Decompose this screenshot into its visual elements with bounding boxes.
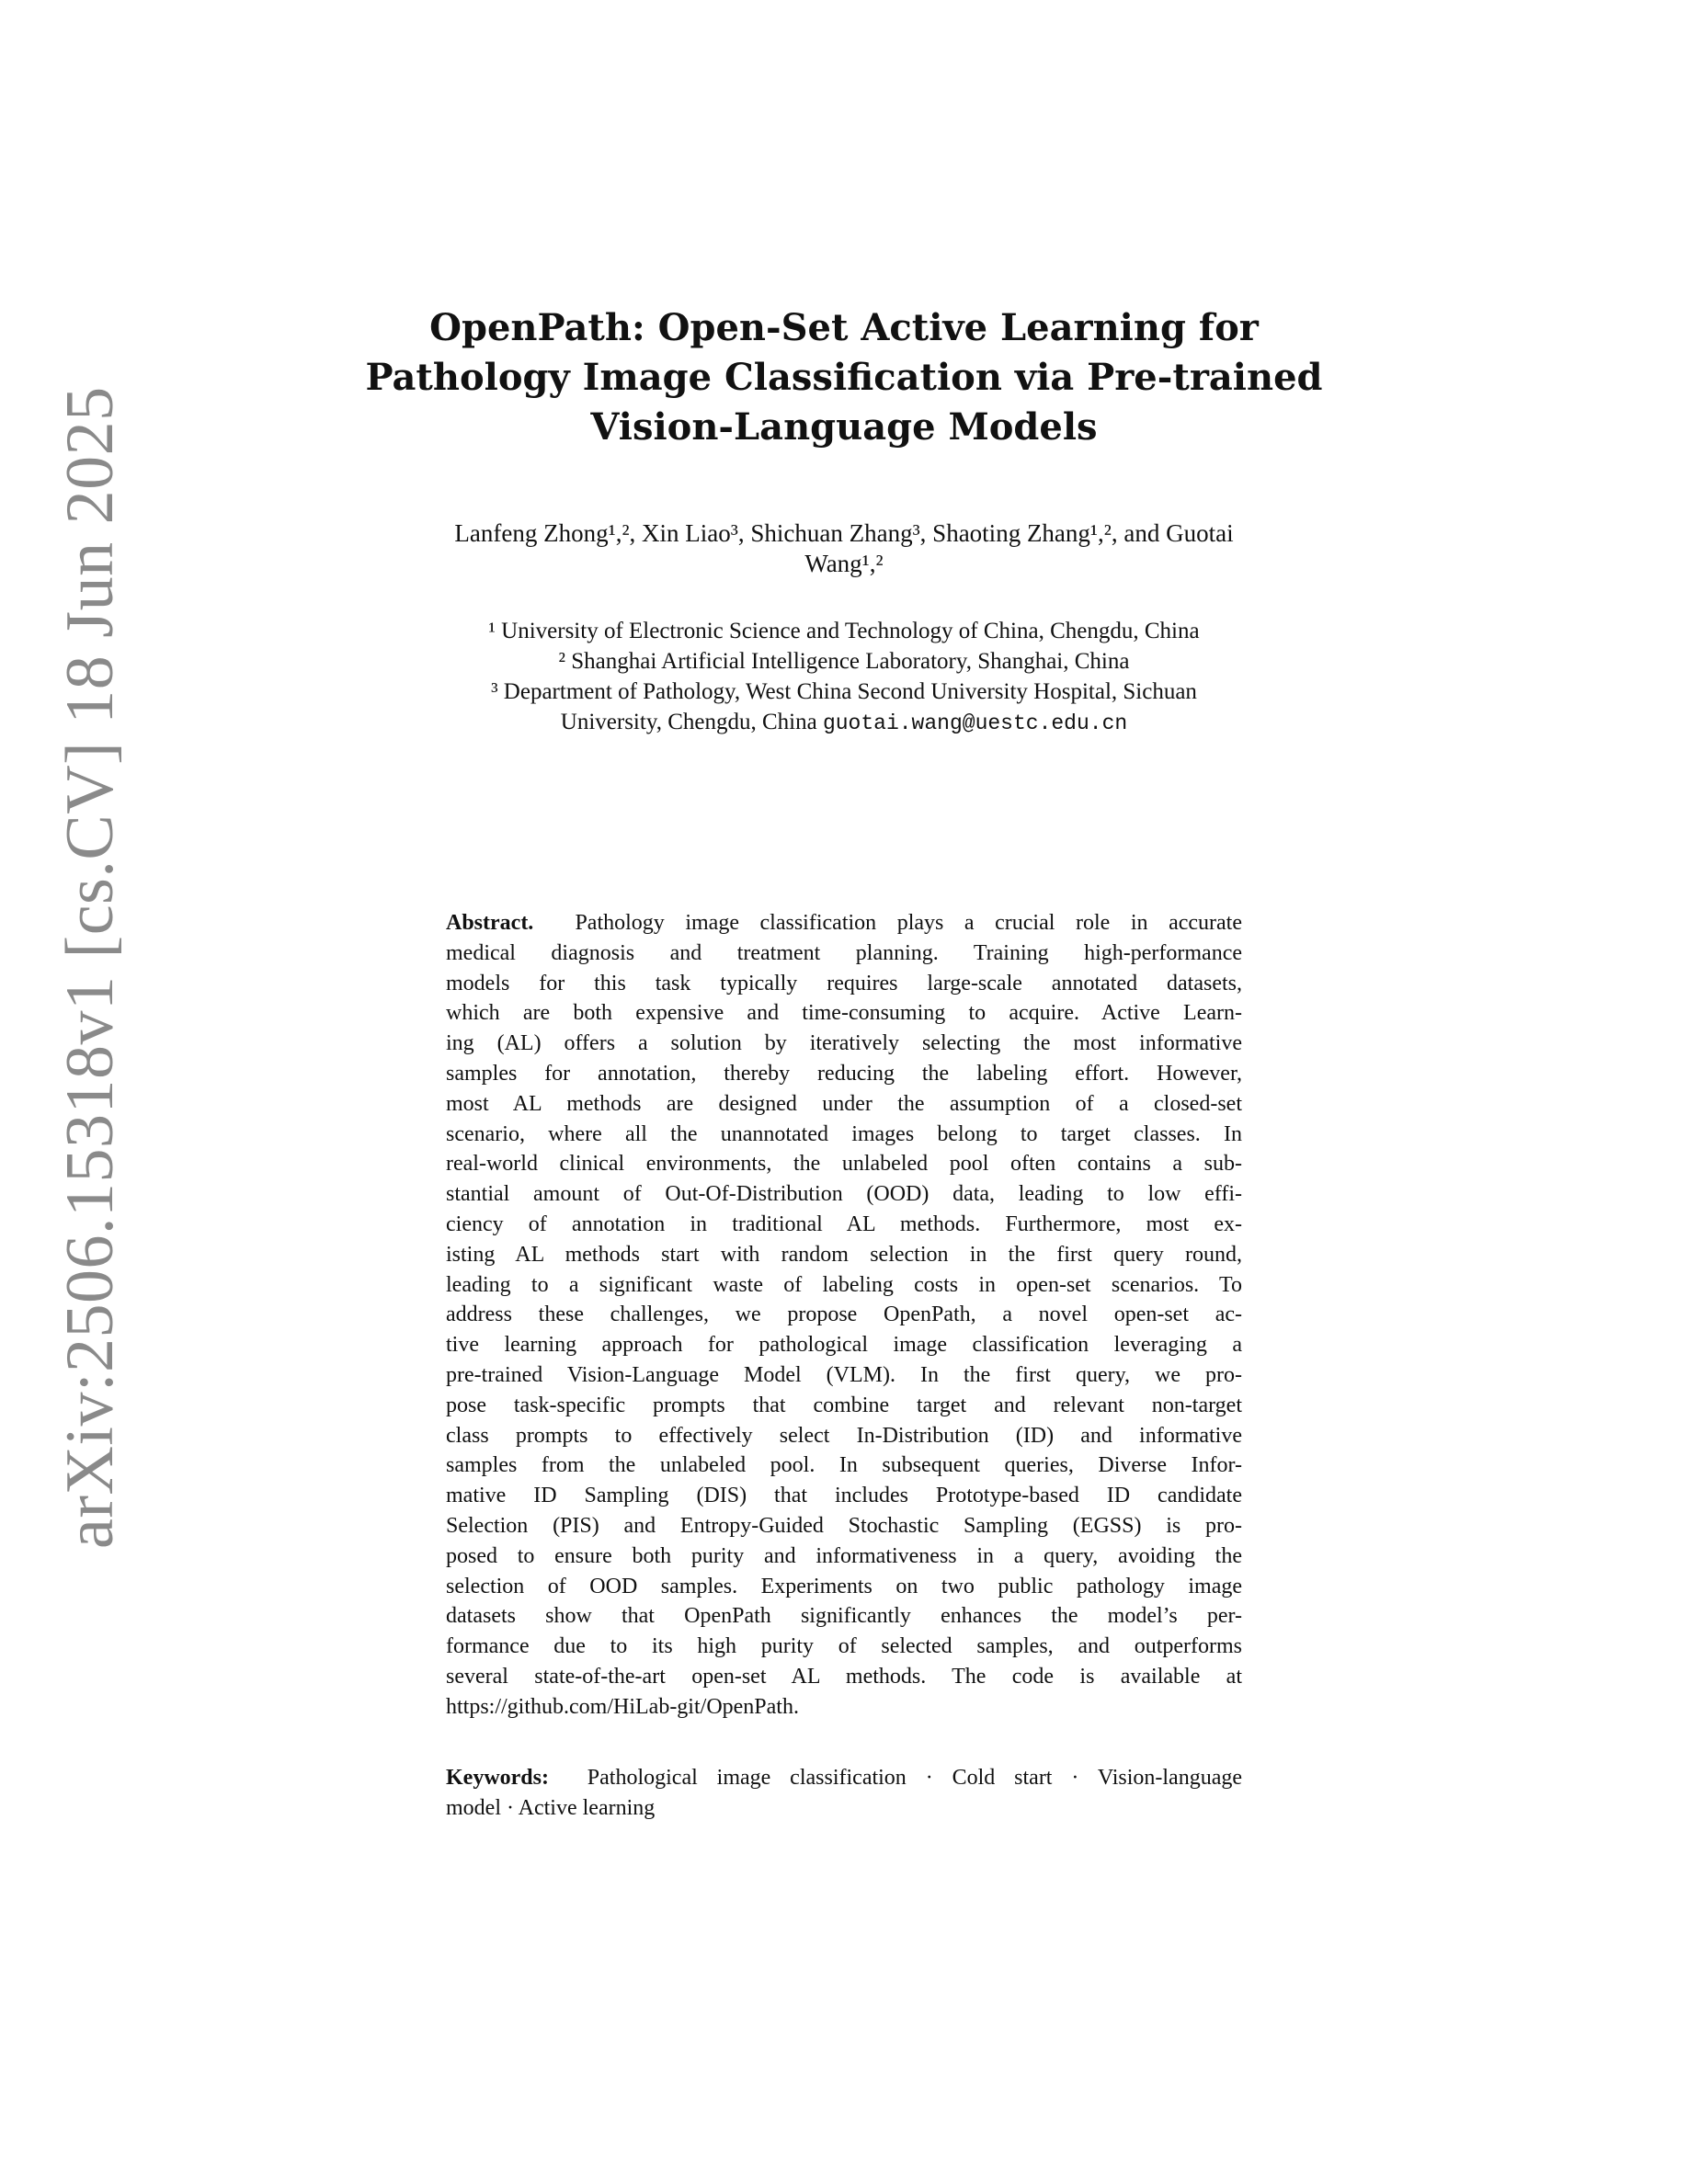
keywords-line xyxy=(446,1763,1242,1793)
abstract-line: Selection (PIS) and Entropy-Guided Stochastic Sampling (EGSS) is pro- xyxy=(446,1513,1242,1538)
abstract-line: real-world clinical environments, the unlabeled pool often contains a sub- xyxy=(446,1152,1242,1177)
abstract-line: scenario, where all the unannotated images belong to target classes. In xyxy=(446,1121,1242,1146)
keywords-text: Pathological image classification · Cold start · Vision-language xyxy=(587,1766,1243,1790)
abstract-line: posed to ensure both purity and informativeness in a query, avoiding the xyxy=(446,1543,1242,1568)
abstract-line: ciency of annotation in traditional AL methods. Furthermore, most ex- xyxy=(446,1211,1242,1236)
abstract-line: several state-of-the-art open-set AL methods. The code is available at xyxy=(446,1664,1242,1689)
abstract-line: most AL methods are designed under the assumption of a closed-set xyxy=(446,1091,1242,1116)
abstract-line: tive learning approach for pathological image classification leveraging a xyxy=(446,1333,1242,1358)
authors-line: Lanfeng Zhong¹,², Xin Liao³, Shichuan Zhang³, Shaoting Zhang¹,², and Guotai xyxy=(454,519,1234,547)
keywords xyxy=(446,1763,1242,1824)
abstract-line: datasets show that OpenPath significantly enhances the model’s per- xyxy=(446,1604,1242,1629)
abstract-line: ing (AL) offers a solution by iteratively selecting the most informative xyxy=(446,1031,1242,1056)
abstract-line: pose task-specific prompts that combine target and relevant non-target xyxy=(446,1393,1242,1417)
abstract-line: which are both expensive and time-consuming to acquire. Active Learn- xyxy=(446,1001,1242,1026)
paper-title xyxy=(276,303,1412,452)
affiliation-continuation xyxy=(368,707,1320,739)
author-list xyxy=(349,518,1339,579)
affiliation: ³ Department of Pathology, West China Second University Hospital, Sichuan xyxy=(491,679,1197,704)
abstract-line: leading to a significant waste of labeling costs in open-set scenarios. To xyxy=(446,1272,1242,1297)
keywords-line: model · Active learning xyxy=(446,1796,656,1820)
authors-line: Wang¹,² xyxy=(804,550,884,577)
affiliation: ¹ University of Electronic Science and Technology of China, Chengdu, China xyxy=(488,619,1200,643)
abstract-line: models for this task typically requires large-scale annotated datasets, xyxy=(446,971,1242,995)
abstract-line: pre-trained Vision-Language Model (VLM). In the first query, we pro- xyxy=(446,1362,1242,1387)
title-line: Pathology Image Classification via Pre-trained xyxy=(365,356,1323,399)
abstract-line: samples from the unlabeled pool. In subsequent queries, Diverse Infor- xyxy=(446,1453,1242,1478)
abstract-line: class prompts to effectively select In-Distribution (ID) and informative xyxy=(446,1423,1242,1448)
title-line: Vision-Language Models xyxy=(590,405,1098,449)
affiliations xyxy=(368,616,1320,739)
keywords-heading: Keywords: xyxy=(446,1766,549,1790)
affiliation-last-line: University, Chengdu, China xyxy=(560,710,817,734)
abstract xyxy=(446,908,1242,1723)
abstract-line: isting AL methods start with random selection in the first query round, xyxy=(446,1242,1242,1267)
abstract-line: https://github.com/HiLab-git/OpenPath. xyxy=(446,1694,799,1719)
abstract-line: address these challenges, we propose OpenPath, a novel open-set ac- xyxy=(446,1302,1242,1327)
abstract-line-text: Pathology image classification plays a crucial role in accurate xyxy=(575,911,1242,935)
abstract-line: medical diagnosis and treatment planning. Training high-performance xyxy=(446,940,1242,965)
abstract-line xyxy=(446,908,1242,938)
arxiv-identifier: arXiv:2506.15318v1 [cs.CV] 18 Jun 2025 xyxy=(52,386,128,1549)
affiliation: ² Shanghai Artificial Intelligence Laboratory, Shanghai, China xyxy=(558,649,1130,674)
abstract-line: samples for annotation, thereby reducing the labeling effort. However, xyxy=(446,1061,1242,1086)
abstract-line: selection of OOD samples. Experiments on two public pathology image xyxy=(446,1574,1242,1598)
abstract-heading: Abstract. xyxy=(446,911,534,935)
contact-email[interactable]: guotai.wang@uestc.edu.cn xyxy=(822,711,1128,735)
abstract-line: mative ID Sampling (DIS) that includes Prototype-based ID candidate xyxy=(446,1484,1242,1508)
abstract-line: stantial amount of Out-Of-Distribution (OOD) data, leading to low effi- xyxy=(446,1182,1242,1207)
abstract-line: formance due to its high purity of selected samples, and outperforms xyxy=(446,1634,1242,1659)
title-line: OpenPath: Open-Set Active Learning for xyxy=(429,306,1259,349)
